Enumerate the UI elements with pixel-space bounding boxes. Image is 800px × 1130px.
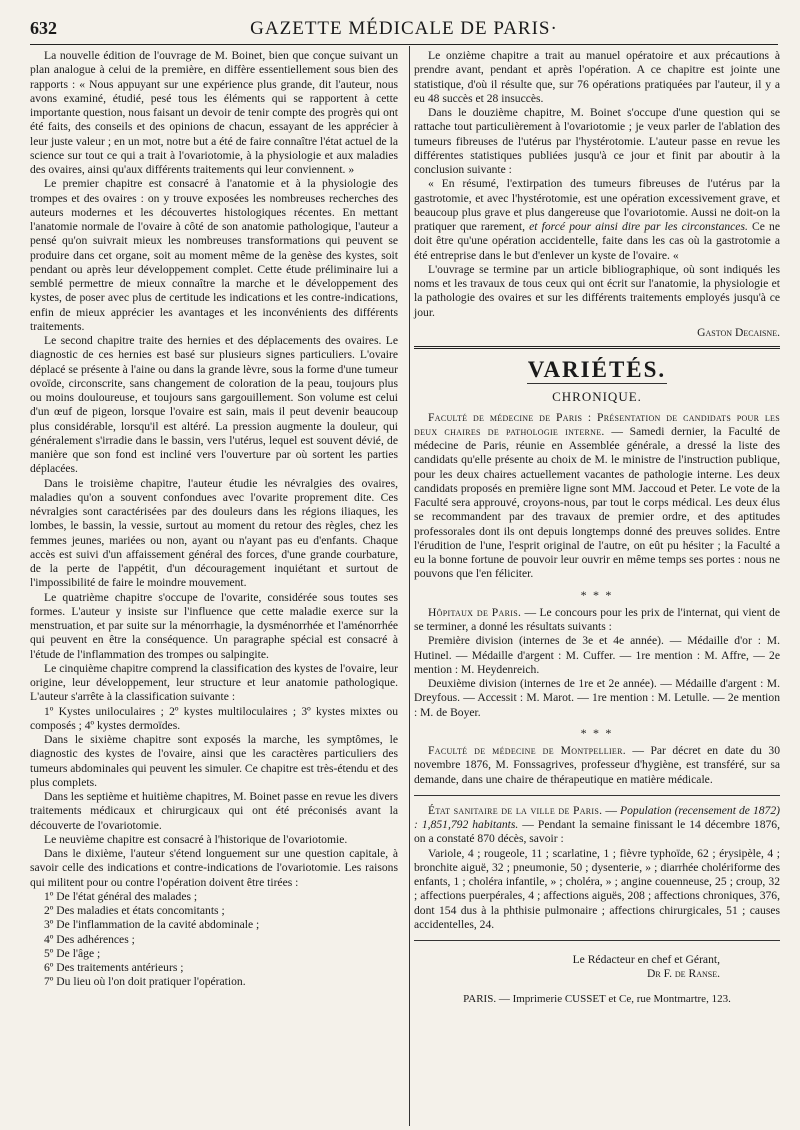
news-item-detail: Deuxième division (internes de 1re et 2e année). — Médaille d'argent : M. Dreyfous. — Accessit : M. Marot. — 1re mention : M. Letulle. — 2e mention : M. de Boyer. (414, 677, 780, 719)
quote-text-end: Ce ne doit être qu'une opération accidentelle, faite dans les cas où la gastrotomie a été entreprise dans le but d'enlever un kyste de l'ovaire. « (414, 220, 781, 262)
asterism: * * * (580, 725, 614, 740)
list-item: 7º Du lieu où l'on doit pratiquer l'opération. (44, 975, 246, 989)
population-note: Population (recensement de 1872) : 1,851,792 habitants. (414, 803, 780, 831)
paragraph: La nouvelle édition de l'ouvrage de M. Boinet, bien que conçue suivant un plan analogue à celui de la première, en diffère essentiellement sous bien des rapports : « Nous appuyant sur une expérience plus grande, dit l'auteur, nous avons examiné, étudié, pesé tous les éléments qui se rapportent à cette importante question, nous faisant un devoir de tenir compte des progrès qui ont été faits, des conseils et des opinions de chacun, essayant de les apprécier à leur juste valeur ; en un mot, notre but a été de faire connaître l'état actuel de la science sur tout ce qui a trait à l'ovariotomie, à la physiologie et aux maladies des ovaires, ainsi qu'aux différents traitements qui leur conviennent. » (30, 49, 398, 176)
editor-name: Dr F. de Ranse. (646, 967, 720, 981)
news-heading: Hôpitaux de Paris. (428, 605, 522, 619)
quote-text: « En résumé, l'extirpation des tumeurs fibreuses de l'utérus par la gastrotomie, et avec l'hystérotomie, est une opération excessivement grave, et beaucoup plus grave et plus dangereuse que l'ovariotomie. Aussi ne doit-on la pratiquer que rarement, (414, 177, 780, 233)
header-rule (30, 44, 778, 45)
list-item: 6º Des traitements antérieurs ; (44, 961, 184, 974)
news-heading: État sanitaire de la ville de Paris. (428, 803, 603, 817)
conclusion-quote (414, 177, 780, 263)
list-item: 1º De l'état général des malades ; (44, 889, 198, 903)
news-heading: Faculté de médecine de Montpellier. (428, 744, 626, 757)
paragraph: Le neuvième chapitre est consacré à l'historique de l'ovariotomie. (44, 832, 348, 846)
paragraph: 1º Kystes uniloculaires ; 2º kystes multiloculaires ; 3º kystes mixtes ou composés ; 4º kystes dermoïdes. (30, 704, 398, 732)
journal-title: GAZETTE MÉDICALE DE PARIS· (250, 18, 558, 39)
news-item (414, 744, 780, 787)
indications-list (30, 890, 398, 990)
paragraph: Le premier chapitre est consacré à l'anatomie et à la physiologie des trompes et des ovaires : on y trouve exposées les nombreuses recherches des auteurs modernes et les découvertes histologiques récentes. En mettant l'anatomie normale de l'ovaire à côté de son anatomie pathologique, l'auteur a pensé qu'on suivrait mieux les nombreuses transformations qui peuvent se produire dans cet organe, soit au moment même de la genèse des kystes, soit pendant ou après leur développement complet. Cette étude préliminaire lui a semblé permettre de mieux connaître la marche et le développement des kystes, de poser avec plus de certitude les indications et les contre-indications, enfin de mieux apprécier les avantages et les inconvénients des différents traitements. (30, 177, 398, 333)
item-divider (414, 795, 780, 796)
paragraph: L'ouvrage se termine par un article bibliographique, où sont indiqués les noms et les travaux de tous ceux qui ont écrit sur l'anatomie, la physiologie et la pathologie des ovaires et sur les différents traitements employés jusqu'à ce jour. (414, 262, 780, 319)
column-divider (409, 46, 410, 1126)
list-item: 2º Des maladies et états concomitants ; (44, 904, 225, 917)
page-footer (414, 953, 780, 1006)
section-title: VARIÉTÉS. (527, 357, 667, 382)
right-column (414, 49, 780, 1006)
news-text: — Samedi dernier, la Faculté de médecine de Paris, réunie en Assemblée générale, a dressé la liste des candidats qu'elle présente au choix de M. le ministre de l'instruction publique, pour les deux chaires actuellement vacantes de pathologie interne. Les deux candidats proposés en première ligne sont MM. Jaccoud et Peter. Le vote de la Faculté sera approuvé, croyons-nous, par tout le corps médical. Les deux élus se recommandent par des travaux de premier ordre, et des aptitudes professorales dont ils ont depuis longtemps donné des preuves solides. Entre l'érudition de l'une, l'esprit original de l'autre, on eût pu hésiter ; la Faculté a eu la bonne fortune de pouvoir leur ouvrir en même temps ses portes : nous ne pouvons que l'en féliciter. (414, 424, 780, 581)
news-heading: Faculté de médecine de Paris : Présentation de candidats pour les deux chaires de pathologie interne. (414, 410, 780, 438)
paragraph: Dans les septième et huitième chapitres, M. Boinet passe en revue les divers traitements médicaux et chirurgicaux qui ont été préconisés avant la découverte de l'ovariotomie. (30, 790, 398, 832)
list-item: 3º De l'inflammation de la cavité abdominale ; (44, 918, 260, 932)
list-item: 4º Des adhérences ; (44, 932, 135, 946)
news-text: — Le concours pour les prix de l'internat, qui vient de se terminer, a donné les résultats suivants : (414, 605, 780, 633)
editor-title: Le Rédacteur en chef et Gérant, (572, 953, 720, 966)
section-divider (414, 346, 780, 349)
printer-line: PARIS. — Imprimerie CUSSET et Ce, rue Montmartre, 123. (463, 992, 731, 1005)
mortality-list: Variole, 4 ; rougeole, 11 ; scarlatine, 1 ; fièvre typhoïde, 62 ; érysipèle, 4 ; bronchite aiguë, 32 ; pneumonie, 50 ; dysenterie, » ; diarrhée cholériforme des enfants, 1 ; choléra infantile, » ; choléra, » ; angine couenneuse, 25 ; croup, 32 ; affections puerpérales, 4 ; affections aiguës, 208 ; affections chroniques, 376, dont 154 dus à la phthisie pulmonaire ; affections chirurgicales, 51 ; causes accidentelles, 24. (414, 846, 780, 931)
news-item: État sanitaire de la ville de Paris. — Population (recensement de 1872) : 1,851,792 habitants. — Pendant la semaine finissant le 14 décembre 1876, on a constaté 870 décès, savoir : (414, 803, 780, 846)
paragraph: Le onzième chapitre a trait au manuel opératoire et aux précautions à prendre avant, pendant et après l'opération. A ce chapitre est jointe une statistique, d'où il résulte que, sur 76 opérations pratiquées par l'auteur, il y a eu 48 succès et 28 insuccès. (414, 49, 780, 105)
section-subtitle: CHRONIQUE. (552, 389, 642, 405)
paragraph: Le quatrième chapitre s'occupe de l'ovarite, considérée sous toutes ses formes. L'auteur y insiste sur l'influence que cette maladie exerce sur la menstruation, et par suite sur la ménorrhagie, la dysménorrhée et l'aménorrhée qui peuvent en être la conséquence. Un paragraphe spécial est consacré à l'étude de l'inflammation des trompes ou salpingite. (30, 590, 398, 661)
paragraph: Dans le troisième chapitre, l'auteur étudie les névralgies des ovaires, maladies qu'on a souvent confondues avec l'ovarite proprement dite. Ces névralgies sont caractérisées par des douleurs dans les régions iliaques, les lombes, le bassin, la vessie, surtout au moment du retour des règles, chez les femmes jeunes, mariées ou non, ayant ou n'ayant pas eu d'enfants. Chaque accès est suivi d'un affaissement général des forces, d'une grande courbature, de la perte de l'appétit, d'un découragement inquiétant et surtout de l'impossibilité de faire le moindre mouvement. (30, 476, 398, 590)
news-text: — Par décret en date du 30 novembre 1876, M. Fonssagrives, professeur d'hygiène, est transféré, sur sa demande, dans une chaire de thérapeutique en matière médicale. (414, 744, 780, 786)
page-number: 632 (30, 18, 57, 38)
paragraph: Le cinquième chapitre comprend la classification des kystes de l'ovaire, leur origine, leur développement, leur structure et leur anatomie pathologique. L'auteur s'arrête à la classification suivante : (30, 661, 398, 704)
news-item (414, 411, 780, 582)
news-item (414, 606, 780, 635)
news-item-detail: Première division (internes de 3e et 4e année). — Médaille d'or : M. Hutinel. — Médaille d'argent : M. Cuffer. — 1re mention : M. Affre, — 2e mention : M. Heydenreich. (414, 634, 780, 676)
author-signature: Gaston Decaisne. (697, 325, 780, 339)
paragraph: Dans le douzième chapitre, M. Boinet s'occupe d'une question qui se rattache tout particulièrement à l'ovariotomie ; je veux parler de l'ablation des tumeurs fibreuses de l'utérus par l'hystérotomie. L'auteur passe en revue les différentes statistiques publiées jusqu'à ce jour et finit par aboutir à la conclusion suivante : (414, 106, 780, 176)
asterism: * * * (580, 587, 614, 602)
quote-italic: et forcé pour ainsi dire par les circonstances. (529, 220, 748, 233)
left-column (30, 49, 398, 990)
list-item: 5º De l'âge ; (44, 946, 101, 960)
footer-divider (414, 940, 780, 941)
paragraph: Le second chapitre traite des hernies et des déplacements des ovaires. Le diagnostic de ces hernies est basé sur plusieurs signes particuliers. L'ovaire déplacé se présente à l'aine ou dans la grande lèvre, sous la forme d'une tumeur ovoïde, circonscrite, sans changement de coloration de la peau, toujours plus ou moins douloureuse, et toujours sans gargouillement. Son volume est celui d'un œuf de pigeon, lorsque l'ovaire est sain, mais il peut devenir beaucoup plus considérable, lorsqu'il est altéré. La pression augmente la douleur, qui généralement s'irradie dans le bassin, vers l'utérus, lequel est souvent dévié, de manière que son fond est incliné vers l'ouverture par où sortent les parties déplacées. (30, 334, 398, 476)
paragraph: Dans le dixième, l'auteur s'étend longuement sur une question capitale, à savoir celle des indications et contre-indications de l'ovariotomie. Les raisons qui militent pour ou contre l'opération doivent être tirées : (30, 847, 398, 889)
title-rule (527, 383, 667, 384)
page-header (30, 16, 778, 42)
news-text: — Pendant la semaine finissant le 14 décembre 1876, on a constaté 870 décès, savoir : (414, 818, 780, 846)
paragraph: Dans le sixième chapitre sont exposés la marche, les symptômes, le diagnostic des kystes de l'ovaire, ainsi que les caractères particuliers des tumeurs abdominales qui peuvent les simuler. Ce chapitre est très-étendu et des plus complets. (30, 733, 398, 789)
